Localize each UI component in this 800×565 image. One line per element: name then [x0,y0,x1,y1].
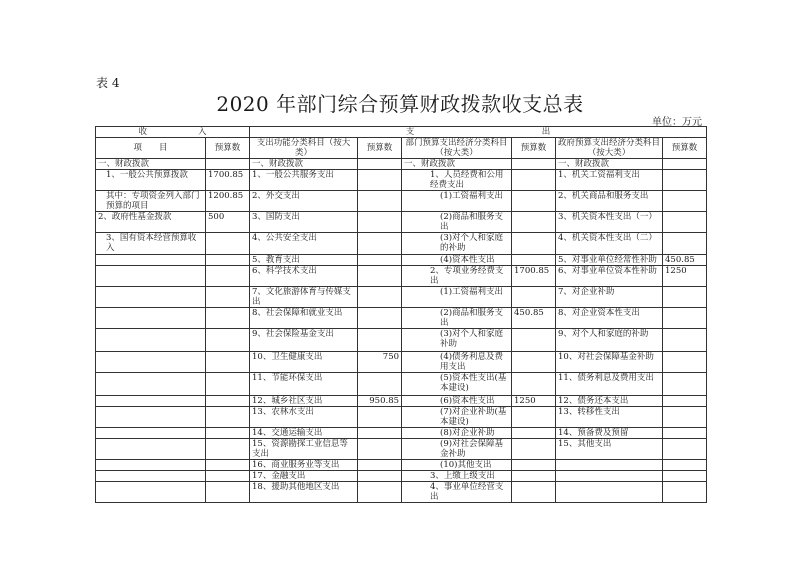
econ-value-cell [512,373,556,396]
econ-item-cell: (3)对个人和家庭的补助 [402,233,512,255]
func-value-cell [358,471,402,482]
func-value-cell [358,266,402,287]
income-budget-header: 预算数 [206,138,250,159]
func-item-cell: 15、资源勘探工业信息等支出 [250,439,358,460]
income-value-cell [206,396,250,407]
income-item-cell [96,287,206,308]
income-value-cell [206,373,250,396]
income-value-cell [206,329,250,352]
income-value-cell [206,255,250,266]
income-item-cell: 2、政府性基金拨款 [96,212,206,233]
func-value-cell [358,439,402,460]
econ-item-cell: (4)资本性支出 [402,255,512,266]
table-row [96,329,707,352]
econ-item-cell: (5)资本性支出(基本建设) [402,373,512,396]
table-row [96,439,707,460]
func-item-cell: 4、公共安全支出 [250,233,358,255]
gov-item-cell: 5、对事业单位经常性补助 [556,255,663,266]
table-row [96,191,707,212]
gov-value-cell [663,373,707,396]
income-item-cell: 3、国有资本经营预算收入 [96,233,206,255]
gov-item-cell: 14、预备费及预留 [556,428,663,439]
income-item-cell [96,255,206,266]
econ-item-cell: (9)对社会保障基金补助 [402,439,512,460]
income-value-cell [206,439,250,460]
gov-value-cell [663,428,707,439]
econ-item-cell: 一、财政拨款 [402,159,512,170]
income-value-cell [206,266,250,287]
econ-value-cell [512,159,556,170]
gov-item-cell [556,471,663,482]
func-item-cell: 12、城乡社区支出 [250,396,358,407]
econ-item-cell: (6)资本性支出 [402,396,512,407]
table-row [96,428,707,439]
econ-value-cell [512,352,556,373]
econ-item-cell: 1、人员经费和公用经费支出 [402,170,512,191]
header-row-sub [96,138,707,159]
gov-item-cell: 1、机关工资福利支出 [556,170,663,191]
item-header: 项 目 [96,138,206,159]
gov-item-cell: 4、机关资本性支出（二） [556,233,663,255]
income-item-cell [96,308,206,329]
income-item-cell [96,482,206,503]
income-item-cell [96,471,206,482]
gov-value-cell [663,233,707,255]
func-value-cell [358,460,402,471]
econ-class-header: 部门预算支出经济分类科目（按大类） [402,138,512,159]
func-item-cell: 13、农林水支出 [250,407,358,428]
econ-value-cell [512,233,556,255]
header-row-top [96,127,707,138]
econ-value-cell [512,407,556,428]
table-row [96,460,707,471]
income-value-cell [206,352,250,373]
gov-value-cell: 1250 [663,266,707,287]
income-value-cell [206,233,250,255]
income-value-cell: 1700.85 [206,170,250,191]
econ-item-cell: (10)其他支出 [402,460,512,471]
income-value-cell [206,287,250,308]
income-value-cell [206,407,250,428]
gov-item-cell [556,482,663,503]
econ-item-cell: (2)商品和服务支出 [402,308,512,329]
econ-value-cell: 1250 [512,396,556,407]
income-value-cell [206,471,250,482]
func-item-cell: 14、交通运输支出 [250,428,358,439]
econ-value-cell: 450.85 [512,308,556,329]
econ-value-cell [512,439,556,460]
func-item-cell: 8、社会保障和就业支出 [250,308,358,329]
econ-item-cell: (1)工资福利支出 [402,191,512,212]
table-row [96,233,707,255]
gov-value-cell [663,439,707,460]
gov-budget-header: 预算数 [663,138,707,159]
income-item-cell [96,407,206,428]
func-value-cell [358,212,402,233]
table-row [96,396,707,407]
gov-value-cell [663,191,707,212]
table-row [96,471,707,482]
econ-value-cell [512,212,556,233]
table-row [96,308,707,329]
table-row [96,212,707,233]
econ-budget-header: 预算数 [512,138,556,159]
gov-value-cell [663,287,707,308]
table-row [96,170,707,191]
gov-item-cell: 8、对企业资本性支出 [556,308,663,329]
econ-item-cell: (1)工资福利支出 [402,287,512,308]
econ-item-cell: (4)债务利息及费用支出 [402,352,512,373]
gov-value-cell [663,460,707,471]
gov-class-header: 政府预算支出经济分类科目（按大类） [556,138,663,159]
econ-value-cell [512,471,556,482]
table-row [96,159,707,170]
func-value-cell: 750 [358,352,402,373]
gov-value-cell [663,396,707,407]
gov-item-cell: 15、其他支出 [556,439,663,460]
func-value-cell [358,428,402,439]
income-value-cell [206,460,250,471]
income-item-cell: 一、财政拨款 [96,159,206,170]
func-value-cell [358,287,402,308]
func-value-cell [358,233,402,255]
econ-value-cell [512,287,556,308]
income-item-cell [96,396,206,407]
econ-value-cell [512,255,556,266]
func-class-header: 支出功能分类科目（按大类） [250,138,358,159]
gov-value-cell [663,329,707,352]
func-item-cell: 10、卫生健康支出 [250,352,358,373]
table-row [96,407,707,428]
econ-item-cell: (3)对个人和家庭补助 [402,329,512,352]
income-value-cell [206,159,250,170]
income-item-cell [96,439,206,460]
econ-item-cell: (7)对企业补助(基本建设) [402,407,512,428]
gov-item-cell: 一、财政拨款 [556,159,663,170]
econ-value-cell [512,460,556,471]
func-value-cell [358,407,402,428]
gov-value-cell [663,170,707,191]
func-value-cell [358,329,402,352]
gov-item-cell: 9、对个人和家庭的补助 [556,329,663,352]
func-item-cell: 11、节能环保支出 [250,373,358,396]
func-value-cell [358,159,402,170]
func-value-cell [358,191,402,212]
econ-item-cell: (2)商品和服务支出 [402,212,512,233]
income-item-cell [96,373,206,396]
gov-value-cell: 450.85 [663,255,707,266]
unit-label: 单位：万元 [652,117,702,128]
income-item-cell: 其中：专项资金列入部门预算的项目 [96,191,206,212]
table-row [96,255,707,266]
func-value-cell [358,308,402,329]
income-value-cell: 1200.85 [206,191,250,212]
table-row [96,373,707,396]
income-value-cell [206,428,250,439]
func-item-cell: 5、教育支出 [250,255,358,266]
table-row [96,352,707,373]
func-item-cell: 1、一般公共服务支出 [250,170,358,191]
func-item-cell: 18、援助其他地区支出 [250,482,358,503]
econ-item-cell: 4、事业单位经营支出 [402,482,512,503]
gov-item-cell: 2、机关商品和服务支出 [556,191,663,212]
gov-item-cell: 10、对社会保障基金补助 [556,352,663,373]
gov-value-cell [663,352,707,373]
income-item-cell [96,428,206,439]
income-header: 收 入 [96,127,250,138]
econ-value-cell [512,428,556,439]
gov-item-cell: 11、债务利息及费用支出 [556,373,663,396]
econ-item-cell: 3、上缴上级支出 [402,471,512,482]
econ-value-cell [512,191,556,212]
econ-value-cell [512,482,556,503]
func-item-cell: 17、金融支出 [250,471,358,482]
document-title: 2020 年部门综合预算财政拨款收支总表 [216,92,584,116]
gov-value-cell [663,308,707,329]
table-number-label: 表 4 [96,76,120,90]
econ-value-cell [512,329,556,352]
func-value-cell: 950.85 [358,396,402,407]
func-value-cell [358,255,402,266]
func-item-cell: 2、外交支出 [250,191,358,212]
table-row [96,482,707,503]
income-item-cell [96,329,206,352]
econ-value-cell: 1700.85 [512,266,556,287]
func-item-cell: 9、社会保险基金支出 [250,329,358,352]
func-budget-header: 预算数 [358,138,402,159]
func-item-cell: 16、商业服务业等支出 [250,460,358,471]
gov-value-cell [663,482,707,503]
gov-item-cell: 6、对事业单位资本性补助 [556,266,663,287]
econ-item-cell: 2、专项业务经费支出 [402,266,512,287]
gov-item-cell: 13、转移性支出 [556,407,663,428]
func-value-cell [358,373,402,396]
func-item-cell: 一、财政拨款 [250,159,358,170]
income-value-cell [206,308,250,329]
econ-item-cell: (8)对企业补助 [402,428,512,439]
income-item-cell [96,352,206,373]
income-item-cell [96,266,206,287]
gov-value-cell [663,212,707,233]
gov-item-cell: 3、机关资本性支出（一） [556,212,663,233]
func-item-cell: 7、文化旅游体育与传媒支出 [250,287,358,308]
table-row [96,266,707,287]
income-value-cell [206,482,250,503]
func-value-cell [358,482,402,503]
gov-value-cell [663,159,707,170]
func-value-cell [358,170,402,191]
expense-header: 支 出 [250,127,707,138]
gov-value-cell [663,471,707,482]
econ-value-cell [512,170,556,191]
income-value-cell: 500 [206,212,250,233]
budget-table [95,126,707,503]
gov-item-cell [556,460,663,471]
table-row [96,287,707,308]
income-item-cell [96,460,206,471]
func-item-cell: 3、国防支出 [250,212,358,233]
income-item-cell: 1、一般公共预算拨款 [96,170,206,191]
gov-item-cell: 12、债务还本支出 [556,396,663,407]
func-item-cell: 6、科学技术支出 [250,266,358,287]
gov-item-cell: 7、对企业补助 [556,287,663,308]
gov-value-cell [663,407,707,428]
